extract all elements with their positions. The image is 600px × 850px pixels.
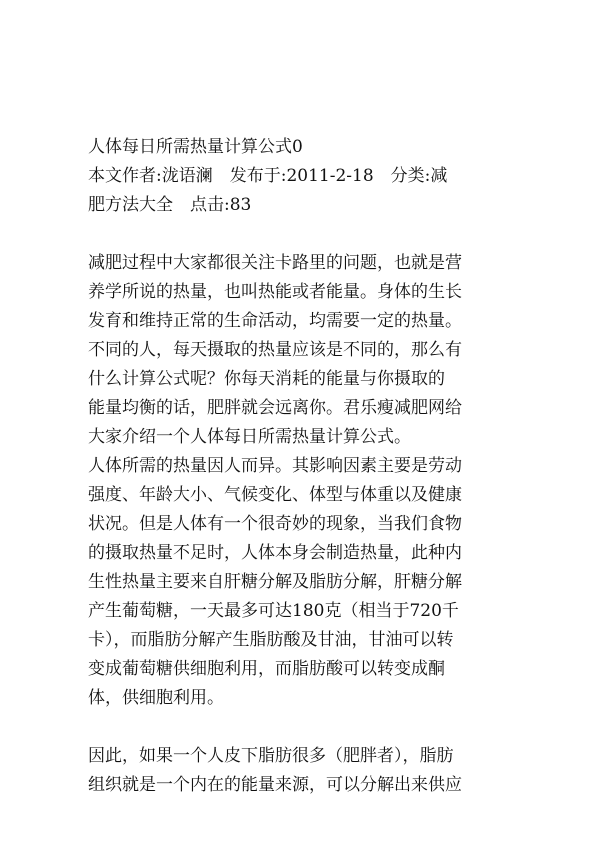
paragraph-2 xyxy=(88,452,524,713)
paragraph-line: 体，供细胞利用。 xyxy=(88,688,224,708)
article-title: 人体每日所需热量计算公式0 xyxy=(88,137,303,157)
paragraph-line: 因此，如果一个人皮下脂肪很多（肥胖者），脂肪 xyxy=(88,746,454,766)
paragraph-line: 能量均衡的话，肥胖就会远离你。君乐瘦减肥网给 xyxy=(88,398,462,418)
paragraph-line: 产生葡萄糖，一天最多可达180克（相当于720千 xyxy=(88,601,459,621)
paragraph-line: 大家介绍一个人体每日所需热量计算公式。 xyxy=(88,427,411,447)
paragraph-3 xyxy=(88,742,524,800)
paragraph-line: 卡），而脂肪分解产生脂肪酸及甘油，甘油可以转 xyxy=(88,630,454,650)
article-meta-line: 本文作者:泷语澜 发布于:2011-2-18 分类:减 xyxy=(88,166,448,186)
paragraph-line: 发育和维持正常的生命活动，均需要一定的热量。 xyxy=(88,311,462,331)
article xyxy=(88,133,524,800)
paragraph-line: 的摄取热量不足时，人体本身会制造热量，此种内 xyxy=(88,543,462,563)
paragraph-line: 养学所说的热量，也叫热能或者能量。身体的生长 xyxy=(88,282,462,302)
paragraph-line: 状况。但是人体有一个很奇妙的现象，当我们食物 xyxy=(88,514,462,534)
paragraph-line: 生性热量主要来自肝糖分解及脂肪分解，肝糖分解 xyxy=(88,572,462,592)
article-meta-line: 肥方法大全 点击:83 xyxy=(88,195,252,215)
paragraph-gap xyxy=(88,713,524,742)
paragraph-gap xyxy=(88,220,524,249)
paragraph-line: 强度、年龄大小、气候变化、体型与体重以及健康 xyxy=(88,485,462,505)
paragraph-line: 变成葡萄糖供细胞利用，而脂肪酸可以转变成酮 xyxy=(88,659,445,679)
paragraph-line: 人体所需的热量因人而异。其影响因素主要是劳动 xyxy=(88,456,462,476)
paragraph-line: 什么计算公式呢？你每天消耗的能量与你摄取的 xyxy=(88,369,445,389)
paragraph-line: 减肥过程中大家都很关注卡路里的问题，也就是营 xyxy=(88,253,462,273)
paragraph-line: 不同的人，每天摄取的热量应该是不同的，那么有 xyxy=(88,340,462,360)
paragraph-line: 组织就是一个内在的能量来源，可以分解出来供应 xyxy=(88,775,462,795)
paragraph-1 xyxy=(88,249,524,452)
